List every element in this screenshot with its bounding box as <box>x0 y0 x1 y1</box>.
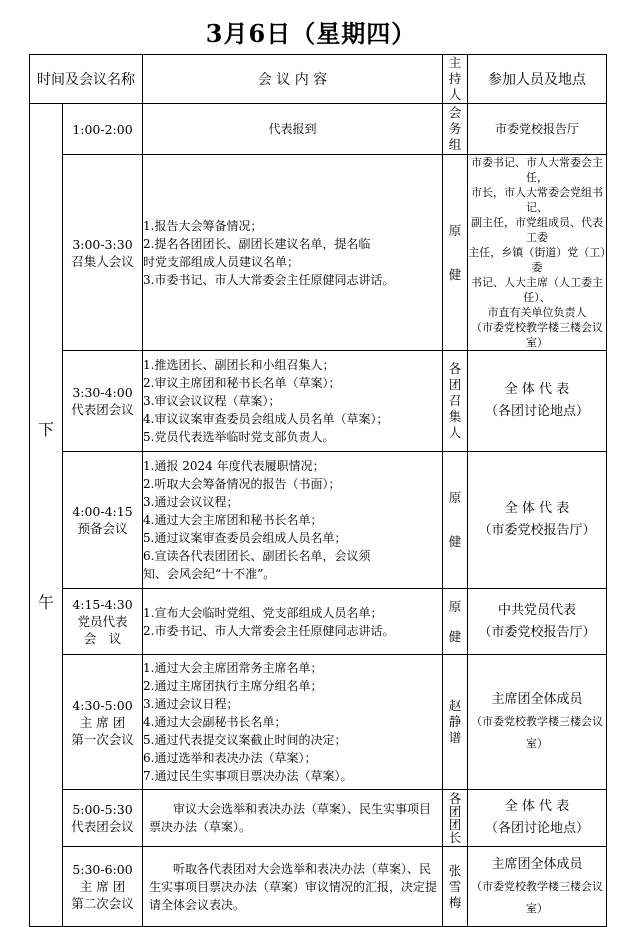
attendees-cell: 中共党员代表 （市委党校报告厅） <box>468 589 607 655</box>
attendees-cell: 市委书记、市人大常委会主任， 市长，市人大常委会党组书记、 副主任，市党组成员、代表工委 主任，乡镇（街道）党（工）委 书记、人大主席（人工委主任）、 市直有关单位负责人 （市委党校教学楼三楼会议室） <box>468 156 606 349</box>
table-row <box>30 589 607 655</box>
host-cell: 原 健 <box>443 589 468 655</box>
time-cell: 3:00-3:30 召集人会议 <box>63 155 143 351</box>
content-cell: 1.宣布大会临时党组、党支部组成人员名单； 2.市委书记、市人大常委会主任原健同志讲话。 <box>143 589 443 655</box>
header-content: 会 议 内 容 <box>143 55 443 104</box>
host-cell: 各 团 召 集 人 <box>443 351 468 452</box>
table-row <box>30 655 607 790</box>
time-cell: 5:00-5:30 代表团会议 <box>63 790 143 847</box>
table-row <box>30 351 607 452</box>
time-cell: 4:00-4:15 预备会议 <box>63 452 143 589</box>
host-cell: 原 健 <box>443 155 468 351</box>
host-cell: 原 健 <box>443 452 468 589</box>
header-time-name: 时间及会议名称 <box>30 55 143 104</box>
time-cell: 4:15-4:30 党员代表 会 议 <box>63 589 143 655</box>
table-row <box>30 790 607 847</box>
host-cell: 张 雪 梅 <box>443 847 468 927</box>
content-cell: 听取各代表团对大会选举和表决办法（草案）、民生实事项目票决办法（草案）审议情况的汇报，决定提请全体会议表决。 <box>143 847 443 927</box>
schedule-table <box>29 54 607 927</box>
content-cell: 1.通过大会主席团常务主席名单； 2.通过主席团执行主席分组名单； 3.通过会议日程； 4.通过大会副秘书长名单； 5.通过代表提交议案截止时间的决定； 6.通过选举和表决办法（草案）； 7.通过民生实事项目票决办法（草案）。 <box>143 655 443 790</box>
attendees-cell: 全 体 代 表 （各团讨论地点） <box>468 790 607 847</box>
time-cell: 1:00-2:00 <box>63 104 143 155</box>
host-cell: 各 团 团 长 <box>443 790 468 847</box>
attendees-cell: 全 体 代 表 （各团讨论地点） <box>468 351 607 452</box>
page-title: 3月6日（星期四） <box>205 19 417 48</box>
table-row <box>30 452 607 589</box>
time-cell: 3:30-4:00 代表团会议 <box>63 351 143 452</box>
content-cell: 1.推选团长、副团长和小组召集人； 2.审议主席团和秘书长名单（草案）； 3.审议会议议程（草案）； 4.审议议案审查委员会组成人员名单（草案）； 5.党员代表选举临时党支部负责人。 <box>143 351 443 452</box>
table-row <box>30 104 607 155</box>
host-cell: 会 务 组 <box>443 104 468 155</box>
content-cell: 代表报到 <box>143 104 443 155</box>
time-cell: 4:30-5:00 主 席 团 第一次会议 <box>63 655 143 790</box>
content-cell: 审议大会选举和表决办法（草案）、民生实事项目票决办法（草案）。 <box>143 790 443 847</box>
table-row <box>30 847 607 927</box>
content-cell: 1.报告大会筹备情况； 2.提名各团团长、副团长建议名单，提名临 时党支部组成人员建议名单； 3.市委书记、市人大常委会主任原健同志讲话。 <box>143 155 443 351</box>
time-cell: 5:30-6:00 主 席 团 第二次会议 <box>63 847 143 927</box>
content-cell: 1.通报 2024 年度代表履职情况； 2.听取大会筹备情况的报告（书面）； 3.通过会议议程； 4.通过大会主席团和秘书长名单； 5.通过议案审查委员会组成人员名单； 6.宣读各代表团团长、副团长名单，会议须 知、会风会纪“十不准”。 <box>143 452 443 589</box>
attendees-cell: 全 体 代 表 （市委党校报告厅） <box>468 452 607 589</box>
attendees-cell: 主席团全体成员 （市委党校教学楼三楼会议室） <box>468 655 607 790</box>
attendees-cell: 市委党校报告厅 <box>468 104 607 155</box>
table-row <box>30 155 607 351</box>
header-host: 主 持 人 <box>443 55 468 104</box>
host-cell: 赵 静 谱 <box>443 655 468 790</box>
header-attendees: 参加人员及地点 <box>468 55 607 104</box>
header-row <box>30 55 607 104</box>
attendees-cell: 主席团全体成员 （市委党校教学楼三楼会议室） <box>468 847 607 927</box>
period-cell: 下 午 <box>30 104 63 927</box>
